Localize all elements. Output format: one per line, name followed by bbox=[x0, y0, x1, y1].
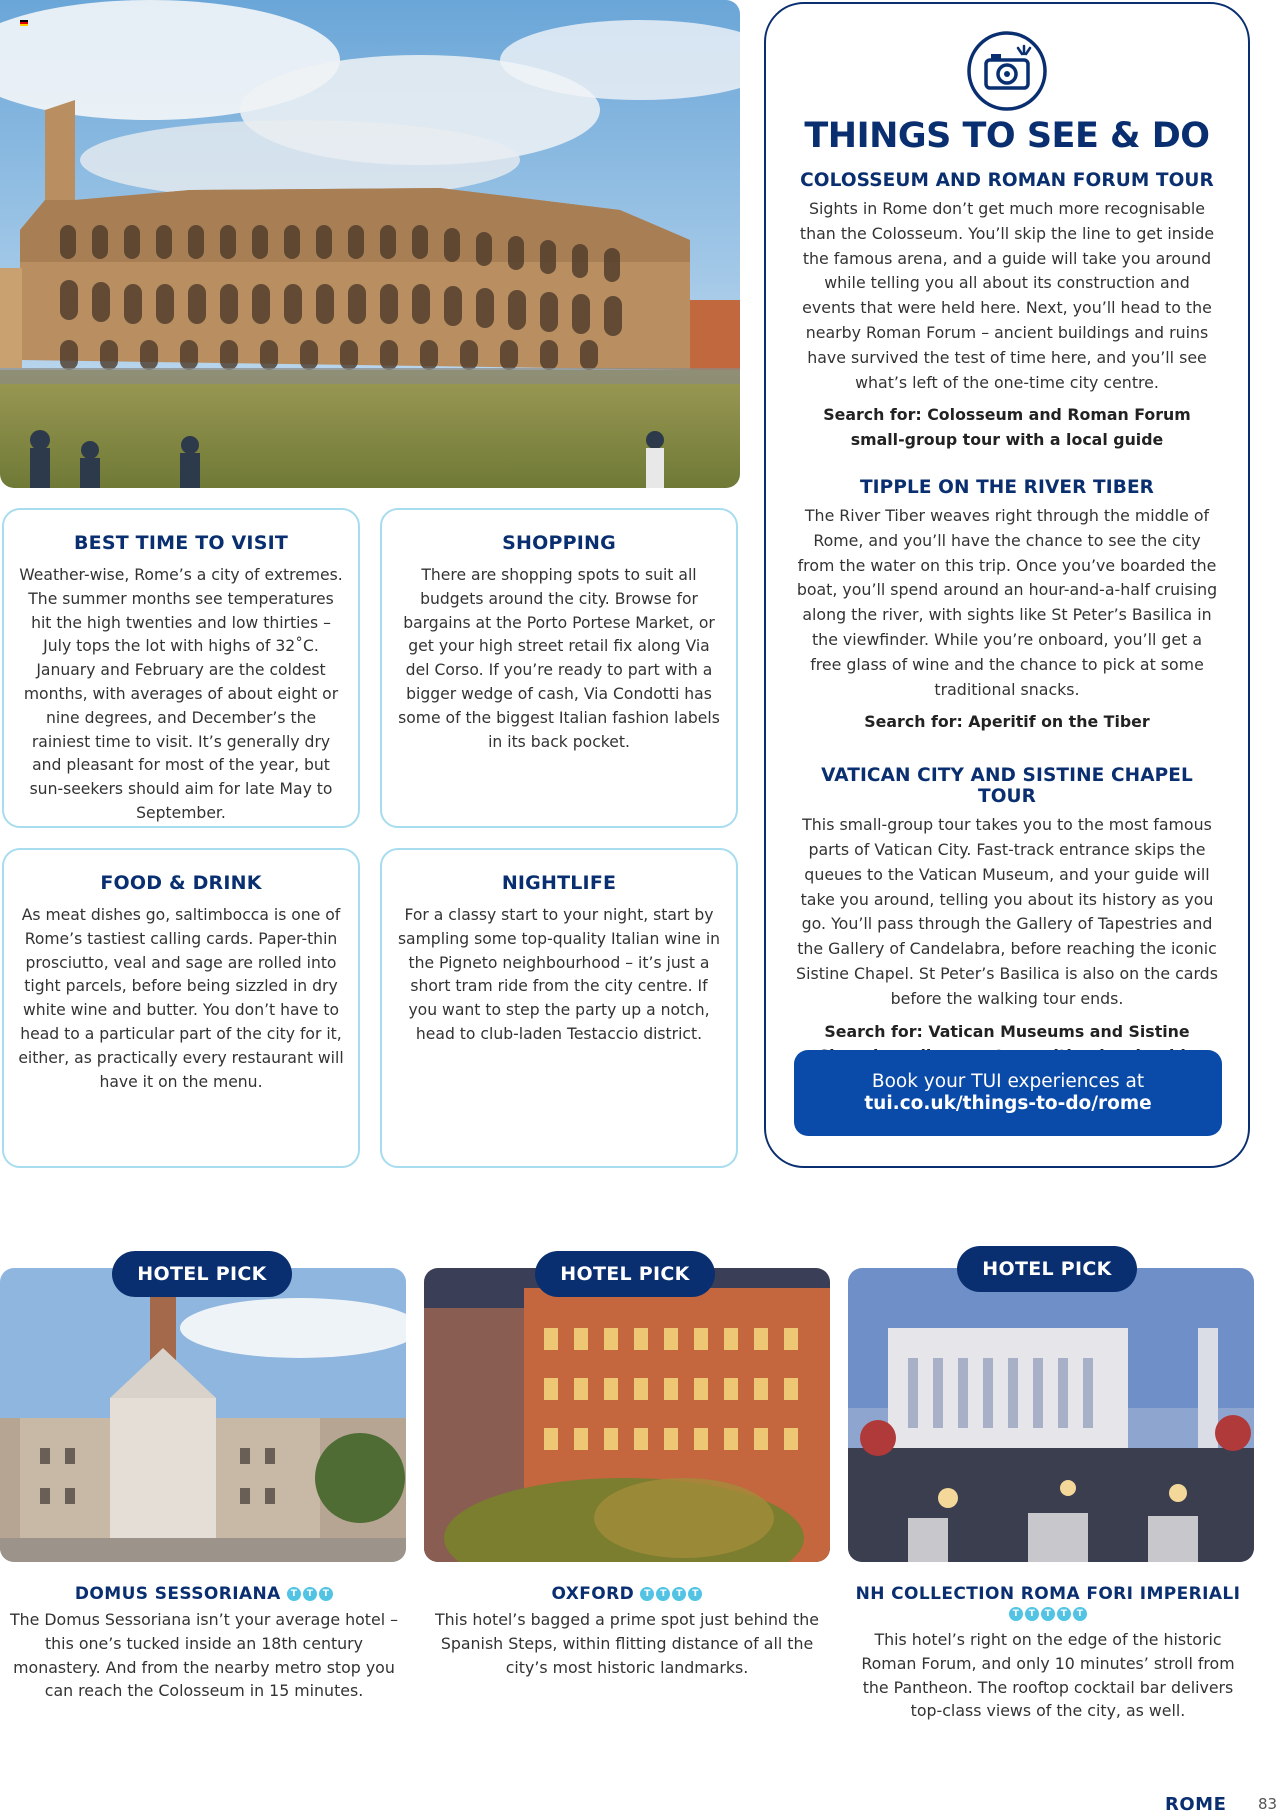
rating-t-icon: T bbox=[303, 1587, 317, 1601]
hotel-pick-badge: HOTEL PICK bbox=[535, 1251, 715, 1297]
hotel-pick-badge: HOTEL PICK bbox=[112, 1251, 292, 1297]
colosseum-section bbox=[796, 170, 1218, 453]
section-text: Sights in Rome don’t get much more recognisable than the Colosseum. You’ll skip the line to get inside the famous arena, and a guide will take you around while telling you all about its construction and events that were held here. Next, you’ll head to the nearby Roman Forum – ancient buildings and ruins have survived the test of time here, and you’ll see what’s left of the one-time city centre. bbox=[799, 199, 1215, 392]
camera-icon bbox=[966, 30, 1048, 112]
search-hint: Search for: Colosseum and Roman Forum small-group tour with a local guide bbox=[823, 405, 1191, 450]
colosseum-photo bbox=[0, 0, 740, 488]
rating-t-icon: T bbox=[1025, 1607, 1039, 1621]
rating-t-icon: T bbox=[1009, 1607, 1023, 1621]
best-time-text: Weather-wise, Rome’s a city of extremes. The summer months see temperatures hit the high twenties and low thirties – July tops the lot with highs of 32˚C. January and February are the coldest months, with averages of about eight or nine degrees, and December’s the rainiest time to visit. It’s generally dry and pleasant for most of the year, but sun-seekers should aim for late May to September. bbox=[19, 566, 343, 822]
hotel-nh-collection bbox=[846, 1584, 1250, 1723]
book-line: Book your TUI experiences at bbox=[871, 1071, 1145, 1092]
footer-place: ROME bbox=[1165, 1794, 1227, 1815]
food-drink-text: As meat dishes go, saltimbocca is one of Rome’s tastiest calling cards. Paper-thin prosciutto, veal and sage are rolled into tight parcels, before being sizzled in dry white wine and butter. You don’t have to head to a particular part of the city for it, either, as practically every restaurant will have it on the menu. bbox=[18, 906, 344, 1091]
vatican-section bbox=[796, 765, 1218, 1069]
rating-t-icon: T bbox=[319, 1587, 333, 1601]
rating-icons bbox=[640, 1587, 702, 1601]
tiber-section bbox=[796, 477, 1218, 735]
rating-t-icon: T bbox=[1057, 1607, 1071, 1621]
nightlife-title: NIGHTLIFE bbox=[501, 872, 617, 894]
flag-icon bbox=[20, 20, 28, 26]
hotel-photo-nh-collection bbox=[848, 1268, 1254, 1562]
section-text: The River Tiber weaves right through the middle of Rome, and you’ll have the chance to see the city from the water on this trip. Once you’ve boarded the boat, you’ll spend around an hour-and-a-half cruising along the river, with sights like St Peter’s Basilica in the viewfinder. While you’re onboard, you’ll get a free glass of wine and the chance to pick at some traditional snacks. bbox=[796, 505, 1218, 699]
section-heading: VATICAN CITY AND SISTINE CHAPEL TOUR bbox=[821, 765, 1193, 808]
rating-t-icon: T bbox=[688, 1587, 702, 1601]
hotel-name: NH COLLECTION ROMA FORI IMPERIALI bbox=[855, 1584, 1241, 1604]
hotel-name-row bbox=[846, 1584, 1250, 1624]
shopping-text: There are shopping spots to suit all budgets around the city. Browse for bargains at the Porto Portese Market, or get your high street retail fix along Via del Corso. If you’re ready to part with a bigger wedge of cash, Via Condotti has some of the biggest Italian fashion labels in its back pocket. bbox=[398, 566, 720, 751]
page-number: 83 bbox=[1258, 1795, 1278, 1813]
rating-t-icon: T bbox=[672, 1587, 686, 1601]
hotel-name: DOMUS SESSORIANA bbox=[74, 1584, 281, 1604]
section-heading: TIPPLE ON THE RIVER TIBER bbox=[859, 476, 1155, 498]
rating-t-icon: T bbox=[656, 1587, 670, 1601]
hotel-domus bbox=[2, 1584, 406, 1703]
rating-icons bbox=[287, 1587, 333, 1601]
search-hint: Search for: Vatican Museums and Sistine bbox=[824, 1021, 1190, 1041]
hotel-name-row bbox=[2, 1584, 406, 1604]
nightlife-box bbox=[380, 848, 738, 1168]
best-time-title: BEST TIME TO VISIT bbox=[73, 532, 289, 554]
hotel-pick-badge: HOTEL PICK bbox=[957, 1246, 1137, 1292]
rating-t-icon: T bbox=[1073, 1607, 1087, 1621]
rating-t-icon: T bbox=[287, 1587, 301, 1601]
best-time-box bbox=[2, 508, 360, 828]
food-drink-title: FOOD & DRINK bbox=[100, 872, 262, 894]
hotel-photo-domus bbox=[0, 1268, 406, 1562]
rating-t-icon: T bbox=[1041, 1607, 1055, 1621]
search-hint: Search for: Aperitif on the Tiber bbox=[864, 712, 1150, 732]
nightlife-text: For a classy start to your night, start by sampling some top-quality Italian wine in the Pigneto neighbourhood – it’s just a short tram ride from the city centre. If you want to step the party up a notch, head to club-laden Testaccio district. bbox=[397, 906, 721, 1043]
hotel-name: OXFORD bbox=[551, 1584, 635, 1604]
rating-t-icon: T bbox=[640, 1587, 654, 1601]
things-title: THINGS TO SEE & DO bbox=[804, 116, 1210, 156]
book-experiences-button[interactable] bbox=[794, 1050, 1222, 1136]
hotel-description: The Domus Sessoriana isn’t your average hotel – this one’s tucked inside an 18th century monastery. And from the nearby metro stop you can reach the Colosseum in 15 minutes. bbox=[9, 1610, 399, 1701]
shopping-box bbox=[380, 508, 738, 828]
shopping-title: SHOPPING bbox=[502, 532, 616, 554]
rating-icons bbox=[1009, 1607, 1087, 1621]
hotel-name-row bbox=[425, 1584, 829, 1604]
hotel-description: This hotel’s right on the edge of the historic Roman Forum, and only 10 minutes’ stroll from the Pantheon. The rooftop cocktail bar delivers top-class views of the city, as well. bbox=[861, 1630, 1235, 1721]
section-heading: COLOSSEUM AND ROMAN FORUM TOUR bbox=[800, 170, 1214, 191]
things-to-do-panel bbox=[764, 2, 1250, 1168]
hotel-description: This hotel’s bagged a prime spot just behind the Spanish Steps, within flitting distance of all the city’s most historic landmarks. bbox=[435, 1610, 819, 1677]
hotel-photo-oxford bbox=[424, 1268, 830, 1562]
book-url-link[interactable]: tui.co.uk/things-to-do/rome bbox=[864, 1093, 1152, 1114]
food-drink-box bbox=[2, 848, 360, 1168]
hotel-oxford bbox=[425, 1584, 829, 1679]
section-text: This small-group tour takes you to the most famous parts of Vatican City. Fast-track entrance skips the queues to the Vatican Museum, and your guide will take you around, telling you about its history as you go. You’ll pass through the Gallery of Tapestries and the Gallery of Candelabra, before reaching the iconic Sistine Chapel. St Peter’s Basilica is also on the cards before the walking tour ends. bbox=[796, 815, 1218, 1008]
